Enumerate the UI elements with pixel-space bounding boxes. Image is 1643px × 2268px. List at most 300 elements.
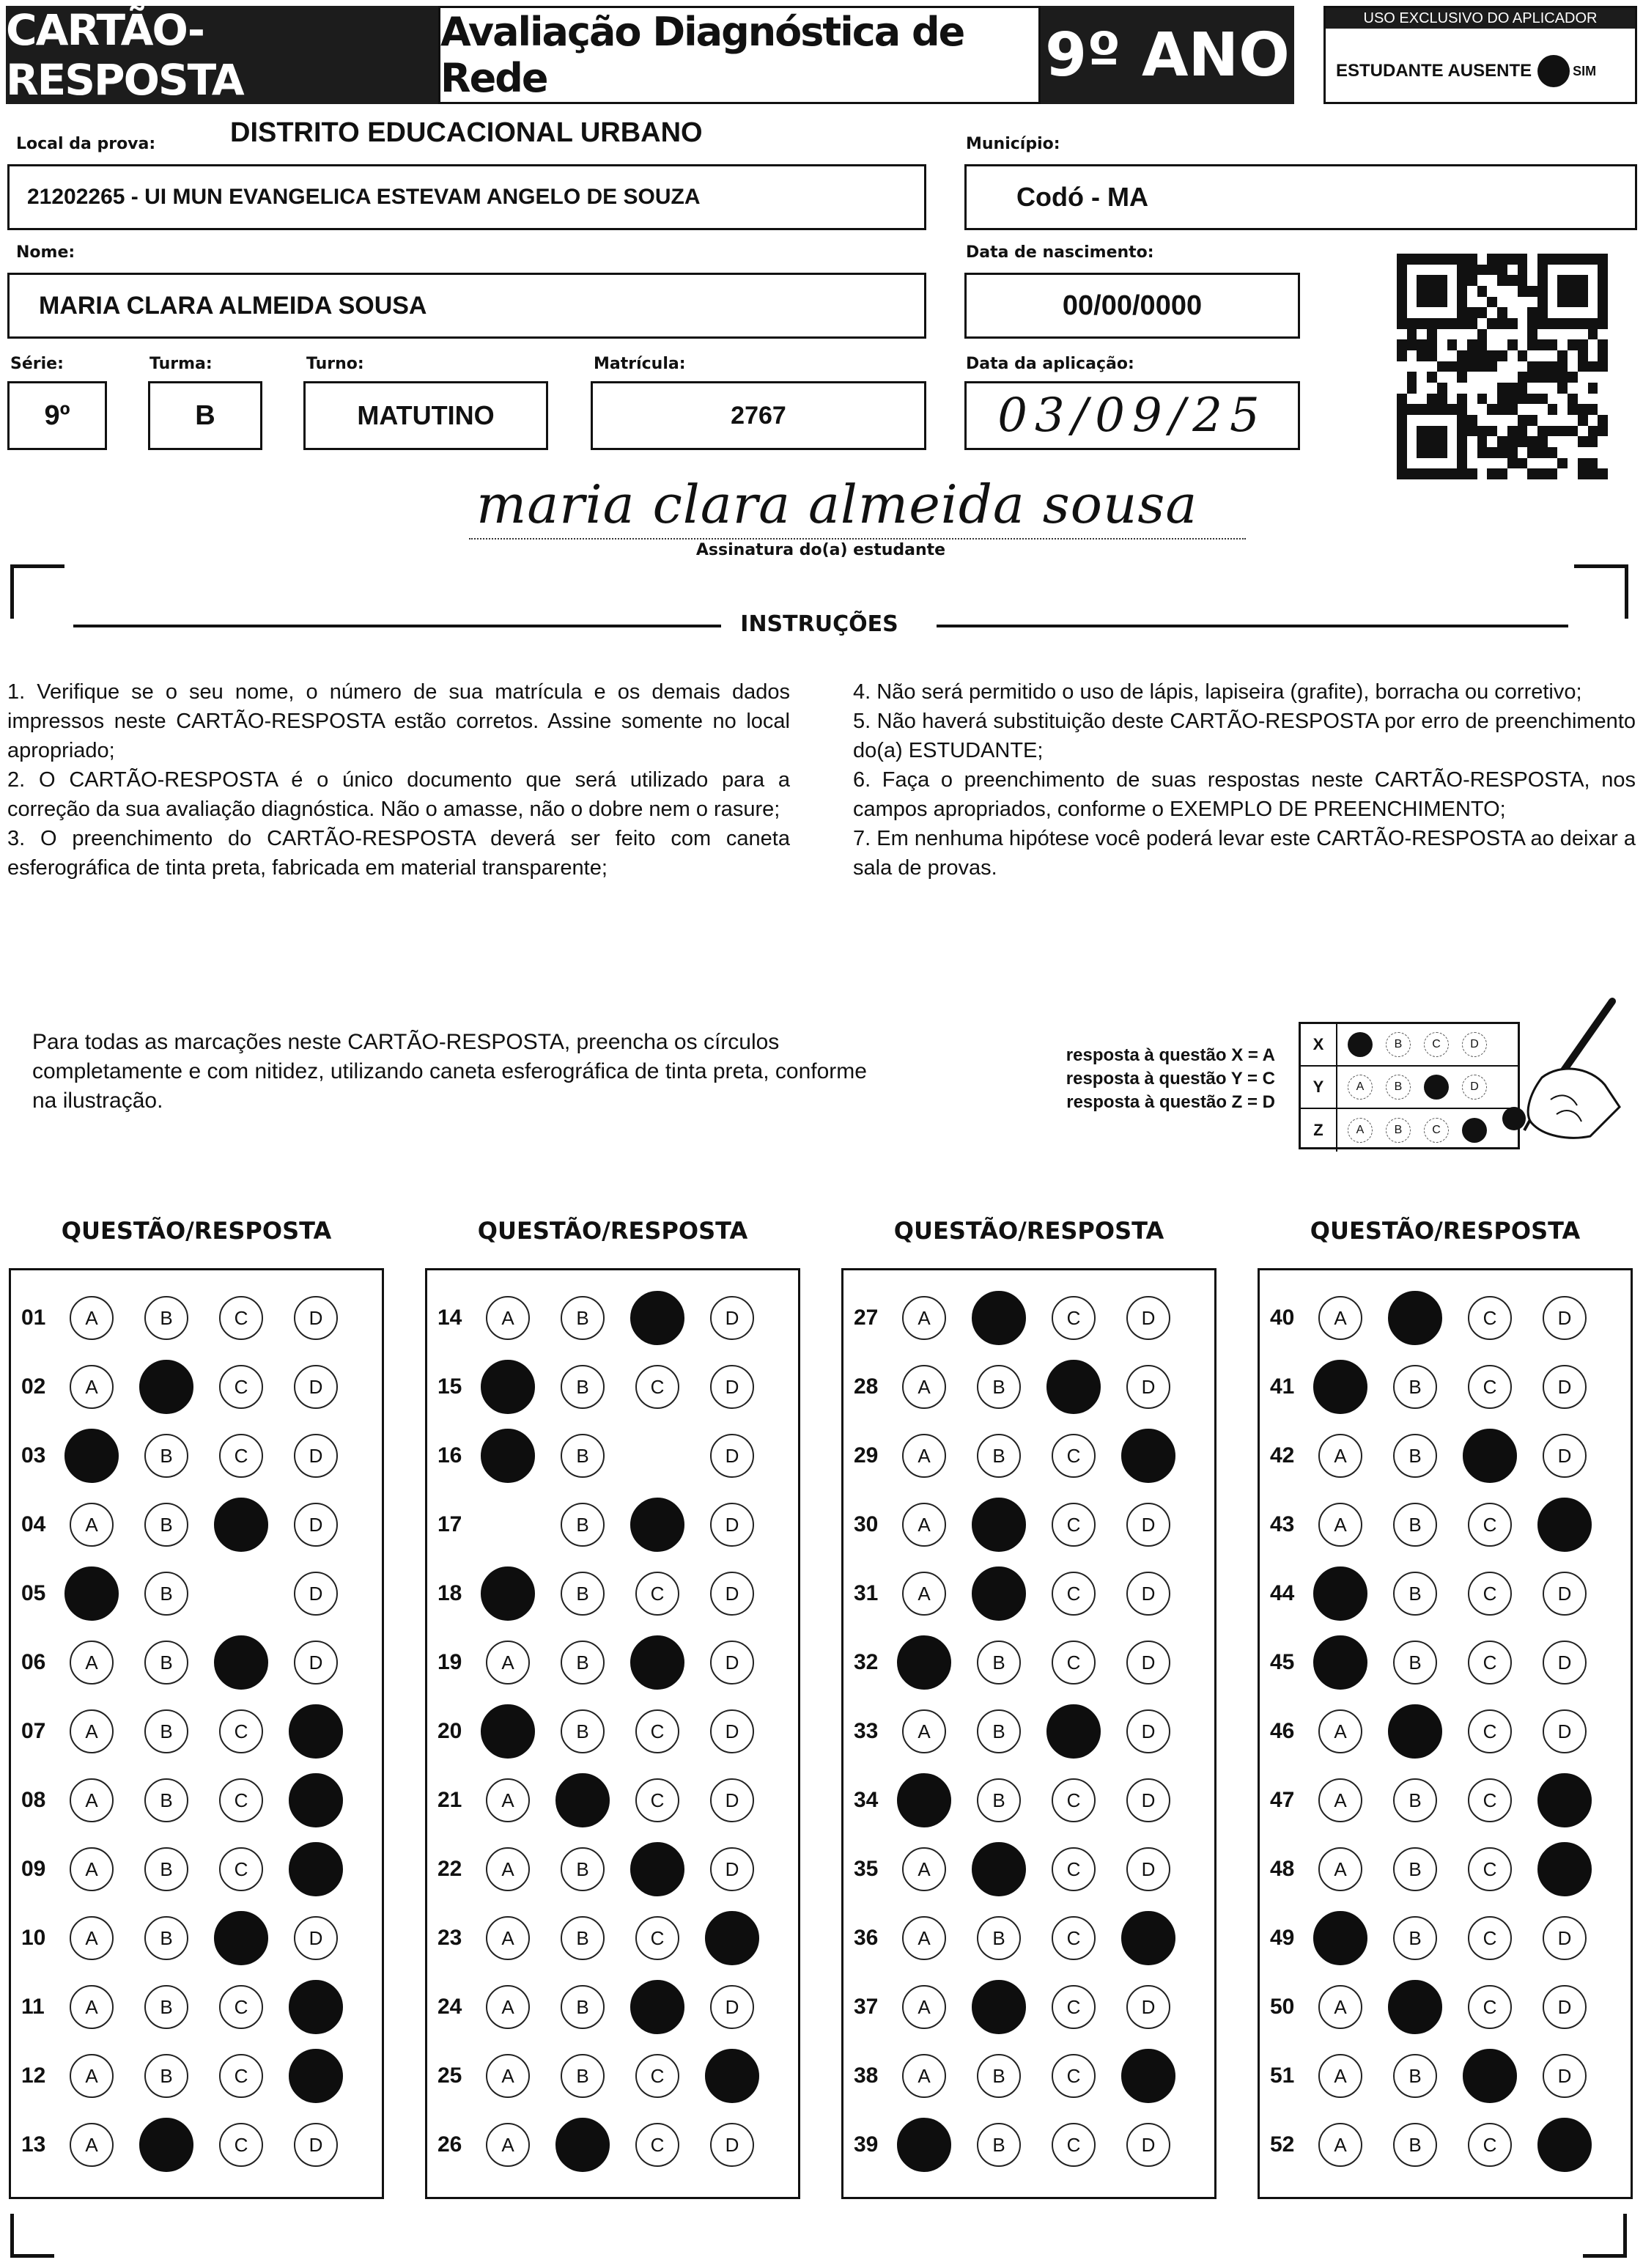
answer-row — [1260, 1490, 1631, 1559]
option-d-bubble[interactable] — [289, 1704, 343, 1759]
option-a-bubble[interactable]: A — [1318, 1434, 1362, 1478]
answer-row — [843, 1284, 1214, 1352]
option-b-bubble[interactable]: B — [144, 1709, 188, 1753]
option-d-bubble[interactable]: D — [710, 1847, 754, 1891]
option-a-bubble[interactable]: A — [902, 1434, 946, 1478]
option-b-bubble[interactable]: B — [1393, 1916, 1437, 1960]
option-d-bubble[interactable]: D — [1126, 1985, 1170, 2029]
turma-field — [148, 381, 262, 450]
example-option-a-bubble: A — [1348, 1075, 1373, 1100]
option-d-bubble[interactable] — [1121, 2049, 1175, 2103]
turno-label: Turno: — [306, 355, 364, 373]
option-a-bubble[interactable]: A — [902, 1985, 946, 2029]
option-c-bubble[interactable]: C — [1468, 1641, 1512, 1685]
question-number: 10 — [21, 1926, 46, 1950]
option-c-bubble[interactable] — [214, 1635, 268, 1690]
option-d-bubble[interactable]: D — [1126, 1641, 1170, 1685]
question-number: 38 — [854, 2063, 879, 2088]
option-d-bubble[interactable]: D — [1126, 1503, 1170, 1547]
option-c-bubble[interactable]: C — [1468, 1709, 1512, 1753]
option-c-bubble[interactable] — [219, 1572, 263, 1616]
serie-label: Série: — [10, 355, 64, 373]
question-number: 33 — [854, 1719, 879, 1743]
option-b-bubble[interactable]: B — [977, 2054, 1021, 2098]
option-b-bubble[interactable]: B — [144, 1641, 188, 1685]
option-c-bubble[interactable] — [214, 1911, 268, 1965]
question-number: 47 — [1270, 1788, 1295, 1812]
option-a-bubble[interactable]: A — [902, 1572, 946, 1616]
question-number: 48 — [1270, 1857, 1295, 1881]
option-b-bubble[interactable]: B — [561, 1296, 605, 1340]
option-b-bubble[interactable]: B — [977, 1641, 1021, 1685]
question-number: 37 — [854, 1995, 879, 2019]
option-c-bubble[interactable]: C — [1468, 1365, 1512, 1409]
option-a-bubble[interactable]: A — [486, 1985, 530, 2029]
option-c-bubble[interactable]: C — [1052, 1778, 1096, 1822]
option-d-bubble[interactable]: D — [1543, 1709, 1587, 1753]
answer-row — [427, 1766, 798, 1835]
option-d-bubble[interactable]: D — [710, 2123, 754, 2167]
option-d-bubble[interactable]: D — [294, 2123, 338, 2167]
option-d-bubble[interactable]: D — [710, 1503, 754, 1547]
option-c-bubble[interactable] — [630, 1291, 684, 1345]
option-b-bubble[interactable]: B — [144, 1778, 188, 1822]
option-c-bubble[interactable]: C — [635, 1778, 679, 1822]
option-c-bubble[interactable]: C — [219, 1778, 263, 1822]
option-a-bubble[interactable] — [481, 1566, 535, 1621]
option-d-bubble[interactable]: D — [1543, 1434, 1587, 1478]
option-a-bubble[interactable]: A — [486, 1847, 530, 1891]
option-a-bubble[interactable]: A — [486, 2123, 530, 2167]
answer-row — [843, 1490, 1214, 1559]
option-b-bubble[interactable]: B — [144, 1847, 188, 1891]
option-b-bubble[interactable] — [972, 1842, 1026, 1896]
option-b-bubble[interactable]: B — [977, 1709, 1021, 1753]
column-header: QUESTÃO/RESPOSTA — [1310, 1217, 1581, 1245]
option-a-bubble[interactable] — [1313, 1911, 1367, 1965]
option-d-bubble[interactable]: D — [1543, 1641, 1587, 1685]
option-d-bubble[interactable]: D — [710, 1296, 754, 1340]
option-d-bubble[interactable] — [1537, 2118, 1592, 2172]
option-b-bubble[interactable]: B — [144, 1985, 188, 2029]
option-d-bubble[interactable] — [289, 1980, 343, 2034]
option-d-bubble[interactable]: D — [710, 1365, 754, 1409]
option-b-bubble[interactable] — [139, 1360, 193, 1414]
answer-row — [11, 1284, 382, 1352]
question-number: 43 — [1270, 1512, 1295, 1536]
option-d-bubble[interactable] — [1537, 1842, 1592, 1896]
option-b-bubble[interactable]: B — [144, 1572, 188, 1616]
answer-row — [427, 1284, 798, 1352]
option-d-bubble[interactable] — [1537, 1498, 1592, 1552]
option-a-bubble[interactable] — [481, 1704, 535, 1759]
option-a-bubble[interactable]: A — [70, 1985, 114, 2029]
option-c-bubble[interactable]: C — [635, 1365, 679, 1409]
answer-row — [1260, 1284, 1631, 1352]
option-a-bubble[interactable]: A — [70, 1365, 114, 1409]
answer-row — [843, 1835, 1214, 1904]
signature-caption: Assinatura do(a) estudante — [695, 541, 946, 559]
option-d-bubble[interactable] — [289, 1773, 343, 1827]
option-c-bubble[interactable]: C — [635, 1916, 679, 1960]
option-c-bubble[interactable]: C — [635, 2054, 679, 2098]
question-number: 28 — [854, 1374, 879, 1399]
local-label: Local da prova: — [16, 135, 156, 153]
question-number: 05 — [21, 1581, 46, 1605]
option-b-bubble[interactable] — [1388, 1291, 1442, 1345]
option-a-bubble[interactable]: A — [70, 1503, 114, 1547]
option-b-bubble[interactable]: B — [1393, 1503, 1437, 1547]
answer-row — [427, 1973, 798, 2041]
answer-row — [427, 2110, 798, 2179]
option-a-bubble[interactable]: A — [1318, 1847, 1362, 1891]
option-c-bubble[interactable] — [1046, 1360, 1101, 1414]
example-option-c-bubble: C — [1424, 1118, 1449, 1143]
option-c-bubble[interactable]: C — [1468, 1778, 1512, 1822]
option-c-bubble[interactable] — [630, 1635, 684, 1690]
instructions-rule-right — [937, 625, 1568, 627]
answer-row — [843, 2110, 1214, 2179]
question-number: 01 — [21, 1306, 46, 1330]
question-number: 39 — [854, 2132, 879, 2157]
option-a-bubble[interactable] — [481, 1429, 535, 1483]
corner-mark-top-right — [1574, 564, 1628, 619]
option-a-bubble[interactable]: A — [70, 2054, 114, 2098]
answer-column-3 — [841, 1268, 1216, 2199]
option-b-bubble[interactable]: B — [144, 1916, 188, 1960]
question-number: 35 — [854, 1857, 879, 1881]
option-a-bubble[interactable]: A — [486, 2054, 530, 2098]
answer-column-4 — [1258, 1268, 1633, 2199]
option-c-bubble[interactable]: C — [1052, 1916, 1096, 1960]
option-b-bubble[interactable] — [555, 2118, 610, 2172]
option-b-bubble[interactable]: B — [561, 1572, 605, 1616]
answer-row — [1260, 1559, 1631, 1628]
serie-field — [7, 381, 107, 450]
option-b-bubble[interactable]: B — [1393, 1641, 1437, 1685]
option-b-bubble[interactable]: B — [1393, 1778, 1437, 1822]
option-a-bubble[interactable]: A — [1318, 1709, 1362, 1753]
example-option-a-bubble — [1348, 1032, 1373, 1057]
option-c-bubble[interactable] — [630, 1498, 684, 1552]
option-c-bubble[interactable]: C — [219, 2123, 263, 2167]
option-b-bubble[interactable] — [1388, 1980, 1442, 2034]
option-d-bubble[interactable]: D — [710, 1572, 754, 1616]
option-a-bubble[interactable]: A — [486, 1916, 530, 1960]
option-a-bubble[interactable] — [64, 1429, 119, 1483]
option-d-bubble[interactable] — [705, 2049, 759, 2103]
corner-mark-bottom-right — [1583, 2214, 1627, 2258]
option-c-bubble[interactable]: C — [1468, 1296, 1512, 1340]
example-line-y: resposta à questão Y = C — [1066, 1069, 1275, 1089]
option-b-bubble[interactable]: B — [144, 1296, 188, 1340]
option-d-bubble[interactable]: D — [294, 1365, 338, 1409]
option-a-bubble[interactable] — [897, 1773, 951, 1827]
option-c-bubble[interactable]: C — [1468, 1916, 1512, 1960]
option-a-bubble[interactable]: A — [902, 1296, 946, 1340]
option-c-bubble[interactable]: C — [1052, 1503, 1096, 1547]
answer-row — [843, 1766, 1214, 1835]
option-c-bubble[interactable]: C — [635, 2123, 679, 2167]
option-a-bubble[interactable]: A — [1318, 2054, 1362, 2098]
option-b-bubble[interactable]: B — [1393, 1847, 1437, 1891]
answer-row — [843, 1559, 1214, 1628]
option-c-bubble[interactable]: C — [1052, 1847, 1096, 1891]
answer-row — [1260, 1973, 1631, 2041]
option-a-bubble[interactable]: A — [1318, 1778, 1362, 1822]
option-c-bubble[interactable]: C — [1468, 1985, 1512, 2029]
option-d-bubble[interactable]: D — [1126, 1572, 1170, 1616]
option-a-bubble[interactable] — [897, 2118, 951, 2172]
option-b-bubble[interactable]: B — [1393, 1572, 1437, 1616]
option-a-bubble[interactable]: A — [902, 2054, 946, 2098]
option-b-bubble[interactable]: B — [977, 2123, 1021, 2167]
option-b-bubble[interactable]: B — [561, 1916, 605, 1960]
option-d-bubble[interactable]: D — [1126, 1365, 1170, 1409]
option-c-bubble[interactable]: C — [219, 1709, 263, 1753]
answer-row — [11, 1904, 382, 1973]
option-c-bubble[interactable]: C — [219, 1296, 263, 1340]
option-b-bubble[interactable]: B — [144, 1503, 188, 1547]
answer-row — [11, 1559, 382, 1628]
corner-mark-top-left — [10, 564, 64, 619]
option-c-bubble[interactable] — [630, 1980, 684, 2034]
option-b-bubble[interactable] — [972, 1980, 1026, 2034]
option-a-bubble[interactable]: A — [70, 1916, 114, 1960]
option-a-bubble[interactable]: A — [70, 1641, 114, 1685]
option-a-bubble[interactable] — [1313, 1566, 1367, 1621]
option-b-bubble[interactable]: B — [977, 1916, 1021, 1960]
option-a-bubble[interactable]: A — [486, 1296, 530, 1340]
option-a-bubble[interactable]: A — [1318, 2123, 1362, 2167]
answer-row — [1260, 1835, 1631, 1904]
option-b-bubble[interactable] — [972, 1566, 1026, 1621]
example-line-z: resposta à questão Z = D — [1066, 1092, 1275, 1112]
option-b-bubble[interactable]: B — [561, 1847, 605, 1891]
option-d-bubble[interactable]: D — [1126, 2123, 1170, 2167]
option-a-bubble[interactable] — [1313, 1635, 1367, 1690]
option-b-bubble[interactable] — [555, 1773, 610, 1827]
option-b-bubble[interactable]: B — [977, 1434, 1021, 1478]
answer-row — [427, 1628, 798, 1697]
answer-row — [11, 1766, 382, 1835]
question-number: 52 — [1270, 2132, 1295, 2157]
question-number: 24 — [437, 1995, 462, 2019]
question-number: 23 — [437, 1926, 462, 1950]
option-b-bubble[interactable] — [972, 1291, 1026, 1345]
option-d-bubble[interactable]: D — [1126, 1296, 1170, 1340]
option-d-bubble[interactable]: D — [294, 1434, 338, 1478]
option-b-bubble[interactable]: B — [977, 1365, 1021, 1409]
option-b-bubble[interactable]: B — [977, 1778, 1021, 1822]
option-b-bubble[interactable]: B — [561, 2054, 605, 2098]
option-d-bubble[interactable]: D — [1126, 1709, 1170, 1753]
option-b-bubble[interactable] — [972, 1498, 1026, 1552]
matricula: 2767 — [731, 401, 786, 430]
option-d-bubble[interactable]: D — [710, 1709, 754, 1753]
option-c-bubble[interactable]: C — [1468, 2123, 1512, 2167]
option-a-bubble[interactable]: A — [1318, 1985, 1362, 2029]
option-c-bubble[interactable]: C — [1052, 2123, 1096, 2167]
option-a-bubble[interactable] — [897, 1635, 951, 1690]
option-a-bubble[interactable] — [64, 1566, 119, 1621]
option-c-bubble[interactable]: C — [1468, 1847, 1512, 1891]
option-c-bubble[interactable] — [630, 1842, 684, 1896]
option-b-bubble[interactable]: B — [561, 1365, 605, 1409]
question-number: 49 — [1270, 1926, 1295, 1950]
option-a-bubble[interactable]: A — [70, 1778, 114, 1822]
option-d-bubble[interactable] — [1121, 1911, 1175, 1965]
name-label: Nome: — [16, 243, 75, 262]
option-d-bubble[interactable]: D — [1126, 1778, 1170, 1822]
question-number: 26 — [437, 2132, 462, 2157]
serie: 9º — [44, 400, 70, 431]
option-c-bubble[interactable]: C — [1468, 1572, 1512, 1616]
question-number: 40 — [1270, 1306, 1295, 1330]
option-d-bubble[interactable] — [289, 1842, 343, 1896]
option-b-bubble[interactable] — [1388, 1704, 1442, 1759]
grade: 9º ANO — [1045, 20, 1290, 90]
option-d-bubble[interactable]: D — [294, 1296, 338, 1340]
option-b-bubble[interactable]: B — [1393, 1365, 1437, 1409]
marking-note: Para todas as marcações neste CARTÃO-RESPOSTA, preencha os círculos completamente e com nitidez, utilizando caneta esferográfica de tinta preta, conforme na ilustração. — [32, 1030, 867, 1113]
answer-row — [843, 1697, 1214, 1766]
instructions-right: 4. Não será permitido o uso de lápis, lapiseira (grafite), borracha ou corretivo; 5. Não haverá substituição deste CARTÃO-RESPOSTA por erro de preenchimento do(a) ESTUDANTE; 6. Faça o preenchimento de suas respostas neste CARTÃO-RESPOSTA, nos campos apropriados, conforme o EXEMPLO DE PREENCHIMENTO; 7. Em nenhuma hipótese você poderá levar este CARTÃO-RESPOSTA ao deixar a sala de provas. — [853, 680, 1636, 880]
option-d-bubble[interactable]: D — [294, 1641, 338, 1685]
option-a-bubble[interactable]: A — [902, 1709, 946, 1753]
question-number: 30 — [854, 1512, 879, 1536]
option-d-bubble[interactable]: D — [710, 1434, 754, 1478]
option-c-bubble[interactable]: C — [219, 1434, 263, 1478]
example-row-label: X — [1301, 1024, 1337, 1067]
option-a-bubble[interactable] — [486, 1503, 530, 1547]
option-d-bubble[interactable] — [289, 2049, 343, 2103]
option-a-bubble[interactable]: A — [902, 1916, 946, 1960]
option-d-bubble[interactable]: D — [710, 1641, 754, 1685]
birth-date: 00/00/0000 — [1062, 290, 1203, 321]
option-c-bubble[interactable]: C — [1052, 1985, 1096, 2029]
option-d-bubble[interactable] — [1121, 1429, 1175, 1483]
option-d-bubble[interactable]: D — [1543, 1296, 1587, 1340]
option-a-bubble[interactable] — [481, 1360, 535, 1414]
birth-label: Data de nascimento: — [966, 243, 1154, 262]
option-d-bubble[interactable] — [1537, 1773, 1592, 1827]
answer-row — [843, 1904, 1214, 1973]
option-d-bubble[interactable]: D — [1543, 1916, 1587, 1960]
answer-row — [843, 2041, 1214, 2110]
option-c-bubble[interactable]: C — [1052, 1572, 1096, 1616]
option-c-bubble[interactable]: C — [219, 1365, 263, 1409]
option-c-bubble[interactable] — [635, 1434, 679, 1478]
answer-row — [11, 2110, 382, 2179]
qr-code — [1397, 254, 1608, 479]
option-b-bubble[interactable]: B — [144, 1434, 188, 1478]
option-b-bubble[interactable]: B — [144, 2054, 188, 2098]
answer-row — [1260, 2110, 1631, 2179]
option-a-bubble[interactable] — [1313, 1360, 1367, 1414]
option-b-bubble[interactable]: B — [561, 1985, 605, 2029]
question-number: 17 — [437, 1512, 462, 1536]
question-number: 27 — [854, 1306, 879, 1330]
answer-row — [427, 1835, 798, 1904]
option-b-bubble[interactable]: B — [561, 1434, 605, 1478]
name-field — [7, 273, 926, 339]
option-b-bubble[interactable]: B — [561, 1503, 605, 1547]
card-title-banner — [6, 6, 438, 104]
answer-row — [1260, 1697, 1631, 1766]
question-number: 11 — [21, 1995, 45, 2019]
option-d-bubble[interactable] — [705, 1911, 759, 1965]
answer-row — [843, 1628, 1214, 1697]
option-a-bubble[interactable]: A — [486, 1778, 530, 1822]
absent-yes-bubble[interactable] — [1537, 55, 1570, 87]
option-a-bubble[interactable]: A — [486, 1641, 530, 1685]
option-d-bubble[interactable]: D — [294, 1916, 338, 1960]
option-b-bubble[interactable]: B — [561, 1641, 605, 1685]
option-a-bubble[interactable]: A — [902, 1847, 946, 1891]
option-c-bubble[interactable]: C — [219, 1985, 263, 2029]
option-a-bubble[interactable]: A — [70, 1296, 114, 1340]
example-option-a-bubble: A — [1348, 1118, 1373, 1143]
option-b-bubble[interactable]: B — [1393, 2123, 1437, 2167]
option-c-bubble[interactable]: C — [1052, 1296, 1096, 1340]
option-d-bubble[interactable]: D — [1543, 1985, 1587, 2029]
option-c-bubble[interactable]: C — [635, 1572, 679, 1616]
option-b-bubble[interactable]: B — [1393, 2054, 1437, 2098]
option-a-bubble[interactable]: A — [70, 1709, 114, 1753]
option-a-bubble[interactable]: A — [902, 1365, 946, 1409]
option-a-bubble[interactable]: A — [70, 1847, 114, 1891]
exam-name: Avaliação Diagnóstica de Rede — [440, 9, 964, 101]
option-d-bubble[interactable]: D — [1543, 1365, 1587, 1409]
option-d-bubble[interactable]: D — [710, 1778, 754, 1822]
option-b-bubble[interactable]: B — [561, 1709, 605, 1753]
option-a-bubble[interactable]: A — [902, 1503, 946, 1547]
question-number: 16 — [437, 1443, 462, 1468]
option-c-bubble[interactable] — [214, 1498, 268, 1552]
option-c-bubble[interactable] — [1463, 2049, 1517, 2103]
option-d-bubble[interactable]: D — [710, 1985, 754, 2029]
option-c-bubble[interactable]: C — [1052, 1641, 1096, 1685]
option-c-bubble[interactable]: C — [219, 2054, 263, 2098]
column-header: QUESTÃO/RESPOSTA — [477, 1217, 748, 1245]
option-d-bubble[interactable]: D — [294, 1503, 338, 1547]
example-legend — [953, 1044, 1275, 1114]
turno: MATUTINO — [357, 400, 495, 430]
option-d-bubble[interactable]: D — [1543, 1572, 1587, 1616]
option-a-bubble[interactable]: A — [70, 2123, 114, 2167]
question-number: 34 — [854, 1788, 879, 1812]
option-b-bubble[interactable] — [139, 2118, 193, 2172]
option-d-bubble[interactable]: D — [294, 1572, 338, 1616]
option-d-bubble[interactable]: D — [1543, 2054, 1587, 2098]
option-c-bubble[interactable]: C — [635, 1709, 679, 1753]
option-c-bubble[interactable] — [1463, 1429, 1517, 1483]
option-d-bubble[interactable]: D — [1126, 1847, 1170, 1891]
option-c-bubble[interactable]: C — [1468, 1503, 1512, 1547]
option-a-bubble[interactable]: A — [1318, 1296, 1362, 1340]
option-b-bubble[interactable]: B — [1393, 1434, 1437, 1478]
answer-row — [1260, 1628, 1631, 1697]
option-c-bubble[interactable]: C — [1052, 2054, 1096, 2098]
student-name: MARIA CLARA ALMEIDA SOUSA — [39, 291, 427, 320]
option-a-bubble[interactable]: A — [1318, 1503, 1362, 1547]
option-c-bubble[interactable] — [1046, 1704, 1101, 1759]
question-number: 21 — [437, 1788, 462, 1812]
option-c-bubble[interactable]: C — [1052, 1434, 1096, 1478]
question-number: 09 — [21, 1857, 46, 1881]
option-c-bubble[interactable]: C — [219, 1847, 263, 1891]
